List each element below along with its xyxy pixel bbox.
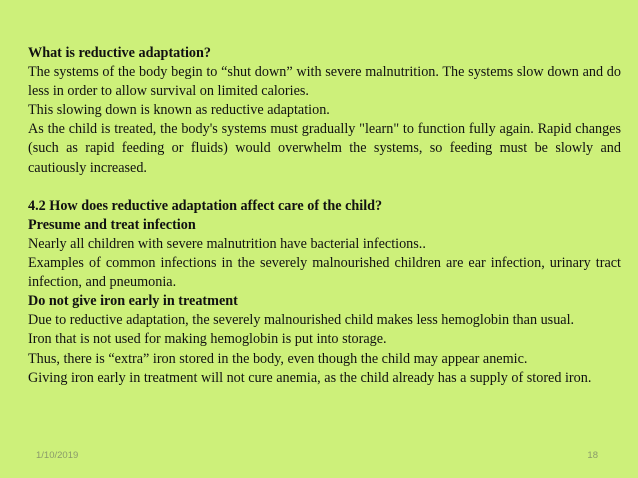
footer-date: 1/10/2019 <box>36 450 79 461</box>
paragraph-bacterial-infections: Nearly all children with severe malnutrition have bacterial infections.. <box>28 235 426 252</box>
slide-body <box>28 44 621 388</box>
paragraph-extra-iron: Thus, there is “extra” iron stored in the body, even though the child may appear anemic. <box>28 350 528 367</box>
heading-reductive-adaptation: What is reductive adaptation? <box>28 45 212 61</box>
paragraph-slowing-down: This slowing down is known as reductive adaptation. <box>28 102 330 119</box>
heading-care-of-child: 4.2 How does reductive adaptation affect care of the child? <box>28 197 383 214</box>
paragraph-spacer <box>28 178 621 197</box>
paragraph-less-hemoglobin: Due to reductive adaptation, the severely malnourished child makes less hemoglobin than usual. <box>28 312 575 329</box>
paragraph-shut-down: The systems of the body begin to “shut down” with severe malnutrition. The systems slow down and do less in order to allow survival on limited calories. <box>28 64 621 100</box>
heading-presume-infection: Presume and treat infection <box>28 216 196 233</box>
footer-page-number: 18 <box>587 450 598 461</box>
paragraph-child-treated: As the child is treated, the body's systems must gradually "learn" to function fully again. Rapid changes (such as rapid feeding or fluids) would overwhelm the systems, so feeding must be slowly and cautiously increased. <box>28 121 621 176</box>
paragraph-iron-anemia: Giving iron early in treatment will not cure anemia, as the child already has a supply of stored iron. <box>28 369 592 386</box>
heading-no-iron-early: Do not give iron early in treatment <box>28 293 238 310</box>
paragraph-common-infections: Examples of common infections in the severely malnourished children are ear infection, urinary tract infection, and pneumonia. <box>28 255 621 291</box>
paragraph-iron-storage: Iron that is not used for making hemoglobin is put into storage. <box>28 331 387 348</box>
